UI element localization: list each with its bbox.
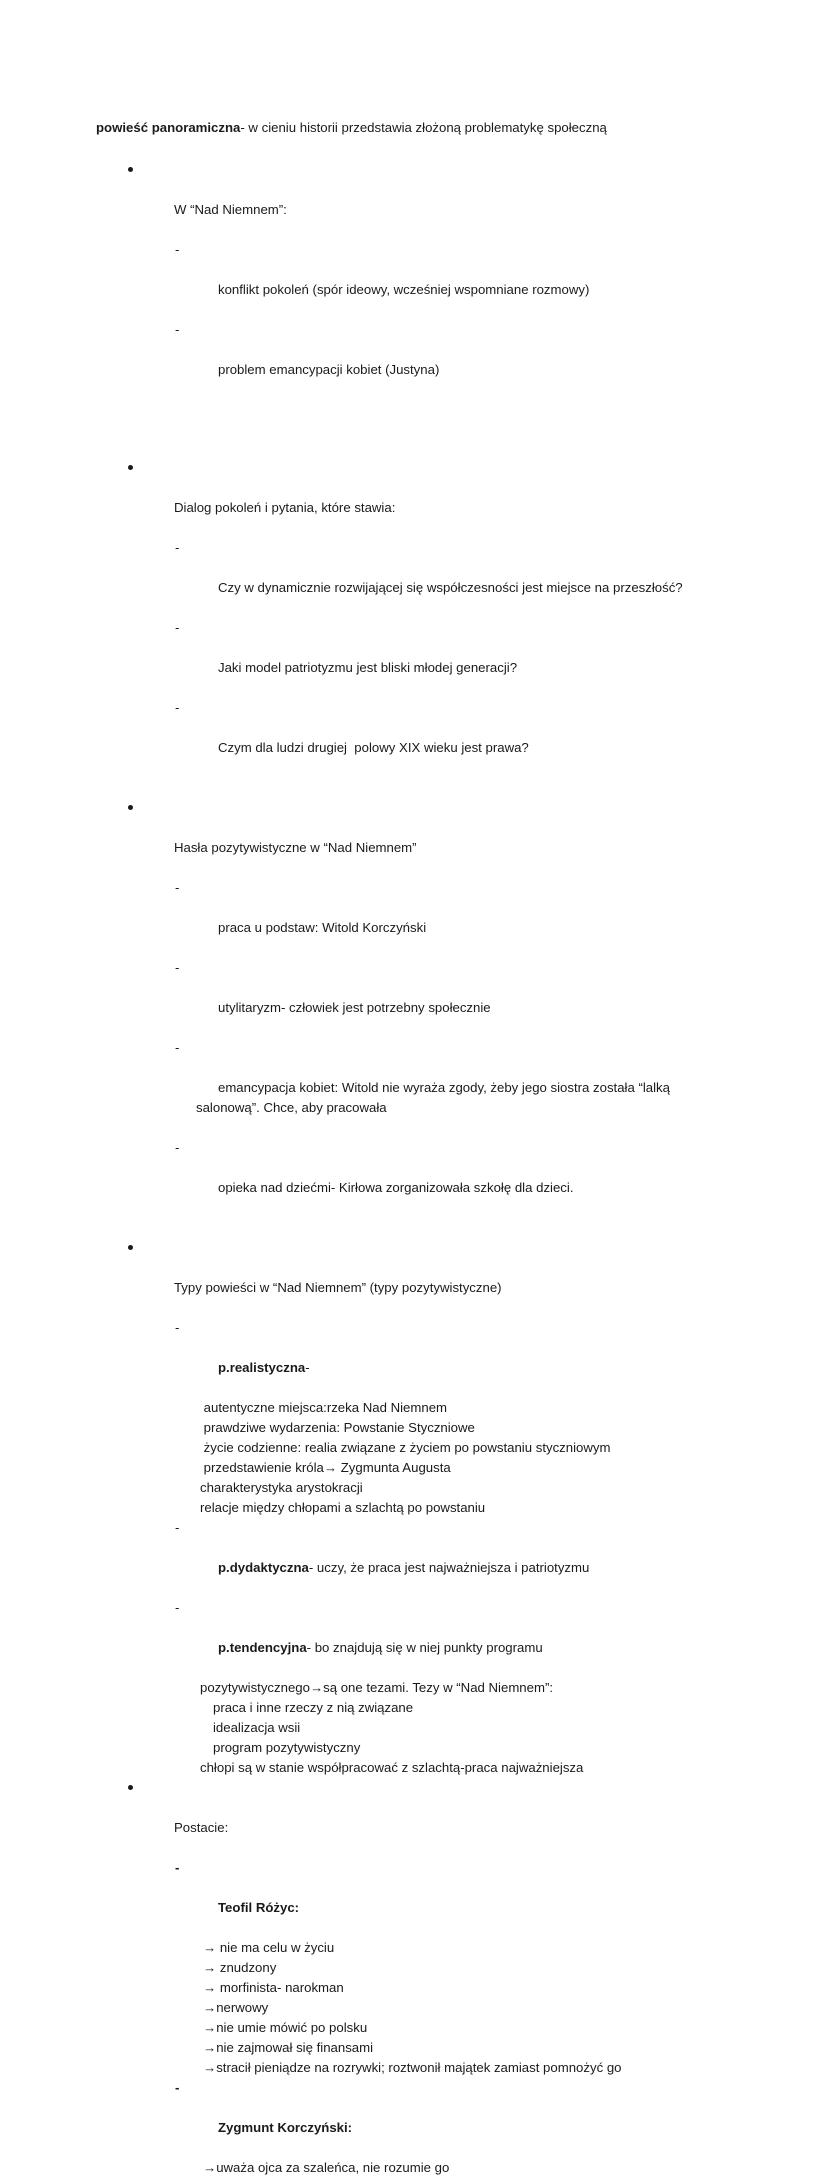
dash-icon: - (175, 1860, 180, 1875)
trait-line: → morfinista- narokman (203, 1980, 344, 1995)
lead-rest: - w cieniu historii przedstawia złożoną problematykę społeczną (240, 120, 607, 135)
trait-line: → nie ma celu w życiu (203, 1940, 335, 1955)
trait-line: →nie zajmował się finansami (203, 2040, 374, 2055)
trait-line: →uważa ojca za szaleńca, nie rozumie go (203, 2160, 450, 2175)
person-name: Zygmunt Korczyński: (217, 2120, 353, 2135)
spacer (96, 778, 692, 798)
dash-item-realistyczna (96, 1318, 692, 1398)
dash-item (96, 618, 692, 698)
dash-icon: - (175, 242, 180, 257)
dash-icon: - (175, 322, 180, 337)
dash-icon: - (175, 700, 180, 715)
bullet-label: Postacie: (173, 1820, 229, 1835)
bullet-label: Typy powieści w “Nad Niemnem” (typy pozytywistyczne) (173, 1280, 502, 1295)
bullet-dot-icon (128, 798, 142, 818)
dash-icon: - (175, 620, 180, 635)
dash-icon: - (175, 1040, 180, 1055)
spacer (96, 1218, 692, 1238)
dash-icon: - (175, 960, 180, 975)
dash-item (96, 1138, 692, 1218)
trait-line: →nerwowy (203, 2000, 269, 2015)
bullet-label: Dialog pokoleń i pytania, które stawia: (173, 500, 396, 515)
dash-label: utylitaryzm- człowiek jest potrzebny społecznie (217, 1000, 491, 1015)
bullet-item-hasla-pozytywistyczne (96, 798, 692, 878)
dash-icon: - (175, 540, 180, 555)
dash-label: emancypacja kobiet: Witold nie wyraża zgody, żeby jego siostra została “lalką salonową”. Chce, aby pracowała (196, 1080, 674, 1115)
lead-paragraph (96, 118, 692, 138)
dash-item (96, 538, 692, 618)
dash-label: problem emancypacji kobiet (Justyna) (217, 362, 440, 377)
dash-label: Czy w dynamicznie rozwijającej się współczesności jest miejsce na przeszłość? (217, 580, 683, 595)
type-term: p.tendencyjna (217, 1640, 307, 1655)
type-term: p.realistyczna (217, 1360, 306, 1375)
teza-item: program pozytywistyczny (213, 1740, 361, 1755)
bullet-item-typy-powiesci (96, 1238, 692, 1318)
dash-item (96, 698, 692, 778)
dash-icon: - (175, 2080, 180, 2095)
trait-line: →nie umie mówić po polsku (203, 2020, 368, 2035)
dash-item-person (96, 2078, 692, 2158)
teza-item: idealizacja wsii (213, 1720, 301, 1735)
bullet-dot-icon (128, 1778, 142, 1798)
lead-term: powieść panoramiczna (96, 120, 241, 135)
sub-line: charakterystyka arystokracji (200, 1480, 363, 1495)
sub-line: życie codzienne: realia związane z życiem po powstaniu styczniowym (200, 1440, 611, 1455)
dash-item (96, 958, 692, 1038)
dash-icon: - (175, 1320, 180, 1335)
bullet-label: W “Nad Niemnem”: (173, 202, 287, 217)
dash-item (96, 240, 692, 320)
dash-label: Czym dla ludzi drugiej polowy XIX wieku jest prawa? (217, 740, 529, 755)
bullet-label: Hasła pozytywistyczne w “Nad Niemnem” (173, 840, 417, 855)
trait-line: → znudzony (203, 1960, 277, 1975)
type-rest: - (305, 1360, 310, 1375)
dash-item-person (96, 1858, 692, 1938)
bullet-dot-icon (128, 458, 142, 478)
type-term: p.dydaktyczna (217, 1560, 309, 1575)
sub-line: prawdziwe wydarzenia: Powstanie Styczniowe (200, 1420, 475, 1435)
dash-item-dydaktyczna (96, 1518, 692, 1598)
sub-line: relacje między chłopami a szlachtą po powstaniu (200, 1500, 486, 1515)
bullet-item-postacie (96, 1778, 692, 1858)
dash-icon: - (175, 1600, 180, 1615)
sub-line: przedstawienie króla→ Zygmunta Augusta (200, 1460, 451, 1475)
document-body (96, 118, 692, 2178)
bullet-item-nad-niemnem (96, 160, 692, 240)
dash-item (96, 1038, 692, 1138)
person-name: Teofil Różyc: (217, 1900, 300, 1915)
type-rest: - bo znajdują się w niej punkty programu (306, 1640, 543, 1655)
sub-line-wrap: pozytywistycznego→są one tezami. Tezy w “Nad Niemnem”: (200, 1680, 554, 1695)
dash-label: konflikt pokoleń (spór ideowy, wcześniej wspomniane rozmowy) (217, 282, 590, 297)
trait-line: →stracił pieniądze na rozrywki; roztwonił majątek zamiast pomnożyć go (203, 2060, 622, 2075)
dash-label: praca u podstaw: Witold Korczyński (217, 920, 427, 935)
sub-line: autentyczne miejsca:rzeka Nad Niemnem (200, 1400, 448, 1415)
sub-line-closing: chłopi są w stanie współpracować z szlachtą-praca najważniejsza (200, 1760, 584, 1775)
dash-icon: - (175, 880, 180, 895)
teza-item: praca i inne rzeczy z nią związane (213, 1700, 414, 1715)
bullet-item-dialog-pokolen (96, 458, 692, 538)
dash-item (96, 878, 692, 958)
dash-item-tendencyjna (96, 1598, 692, 1678)
dash-label: opieka nad dziećmi- Kirłowa zorganizowała szkołę dla dzieci. (217, 1180, 574, 1195)
dash-icon: - (175, 1140, 180, 1155)
bullet-dot-icon (128, 1238, 142, 1258)
spacer (96, 140, 692, 160)
spacer (96, 400, 692, 458)
dash-icon: - (175, 1520, 180, 1535)
dash-label: Jaki model patriotyzmu jest bliski młodej generacji? (217, 660, 518, 675)
bullet-dot-icon (128, 160, 142, 180)
type-rest: - uczy, że praca jest najważniejsza i patriotyzmu (308, 1560, 590, 1575)
dash-item (96, 320, 692, 400)
